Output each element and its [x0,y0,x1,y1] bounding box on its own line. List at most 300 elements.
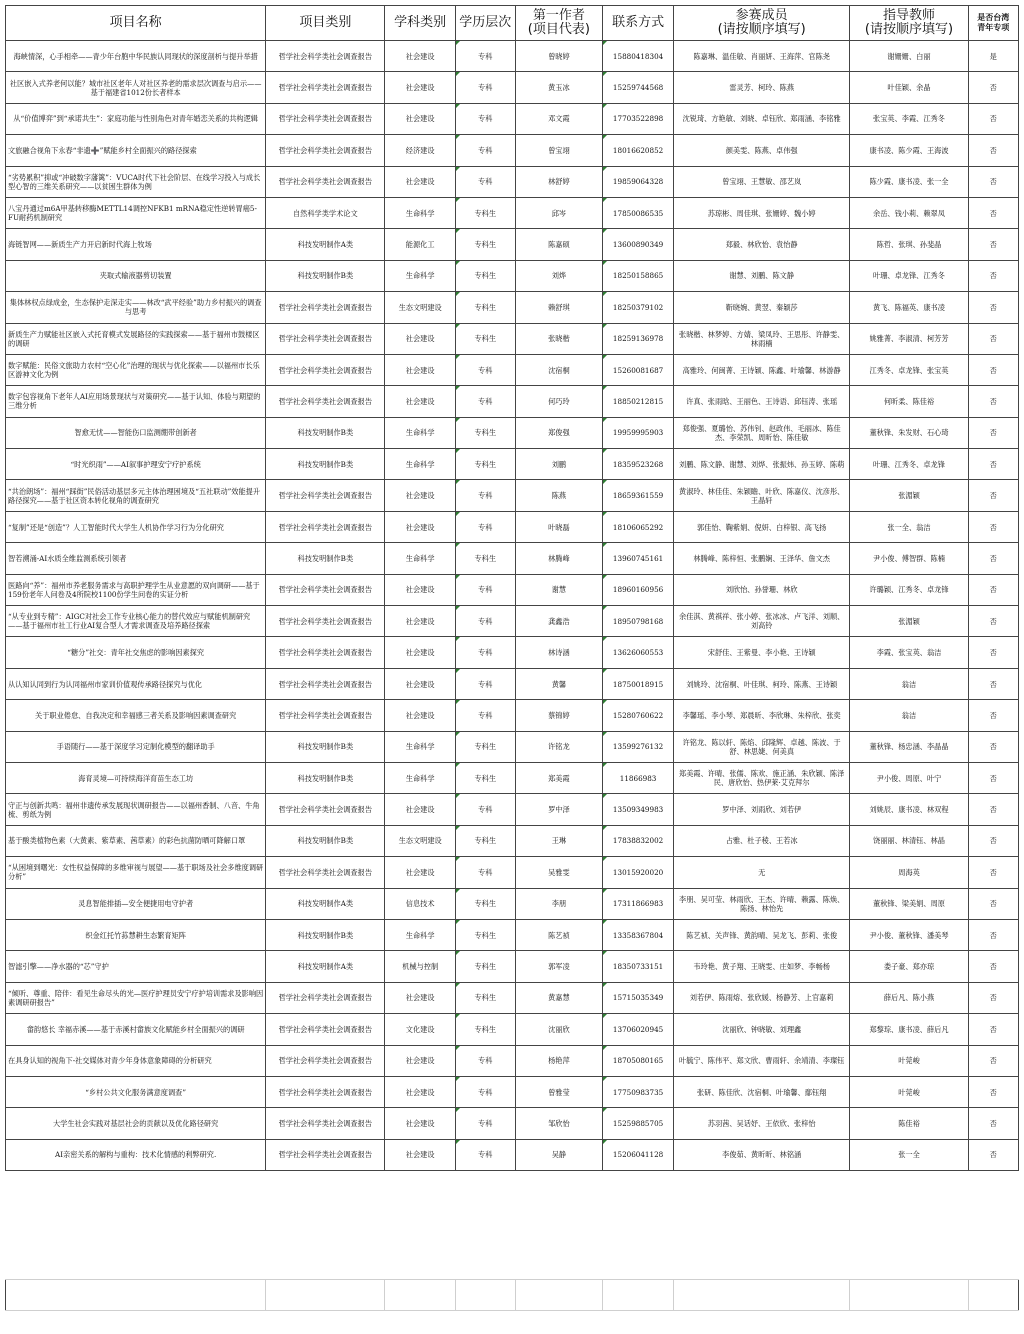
cell-education-level: 专科生 [455,825,515,856]
cell-taiwan-special: 否 [968,919,1019,950]
cell-discipline: 社会建设 [385,574,456,605]
cell-discipline: 生命科学 [385,260,456,291]
cell-taiwan-special: 否 [968,386,1019,417]
cell-discipline: 社会建设 [385,323,456,354]
cell-taiwan-special: 否 [968,511,1019,542]
cell-project-name: 数字包容视角下老年人AI应用场景现状与对策研究——基于认知、体验与期望的三维分析 [6,386,266,417]
table-row [6,1076,1019,1107]
cell-contact: 18960160956 [603,574,674,605]
cell-project-category: 科技发明制作B类 [266,762,385,793]
cell-contact: 13015920020 [603,857,674,888]
table-row [6,229,1019,260]
cell-first-author: 邱岑 [515,197,603,228]
cell-project-name: “复制”还是“创造”？人工智能时代大学生人机协作学习行为分化研究 [6,511,266,542]
cell-members: 颜美雯、陈燕、卓伟强 [673,135,850,166]
cell-contact: 11866983 [603,762,674,793]
cell-project-category: 哲学社会科学类社会调查报告 [266,323,385,354]
table-row [6,731,1019,762]
cell-contact: 18250158865 [603,260,674,291]
cell-contact: 18016620852 [603,135,674,166]
cell-project-name: “糖分”社交：青年社交焦虑的影响因素探究 [6,637,266,668]
cell-taiwan-special: 否 [968,982,1019,1013]
cell-taiwan-special: 否 [968,700,1019,731]
cell-education-level: 专科生 [455,260,515,291]
cell-taiwan-special: 否 [968,292,1019,323]
cell-advisors: 叶珊、卓龙锋、江秀冬 [850,260,968,291]
cell-members: 苏羽茜、吴话妤、王依欣、张梓怡 [673,1108,850,1139]
cell-first-author: 王琳 [515,825,603,856]
empty-cell [968,1171,1019,1280]
cell-taiwan-special: 否 [968,794,1019,825]
cell-members: 郑俊强、夏璐怡、苏伟钊、赵政伟、毛丽冰、陈佳杰、李荣凯、周昕怡、陈佳敏 [673,417,850,448]
table-row [6,480,1019,511]
cell-project-name: 海链智网——新质生产力开启新时代海上牧场 [6,229,266,260]
cell-project-category: 科技发明制作B类 [266,825,385,856]
table-row [6,982,1019,1013]
cell-first-author: 陈艺祯 [515,919,603,950]
cell-taiwan-special: 否 [968,480,1019,511]
cell-taiwan-special: 否 [968,637,1019,668]
cell-members: 宋舒佳、王紫曼、李小艳、王诗颖 [673,637,850,668]
cell-first-author: 刘烨 [515,260,603,291]
cell-contact: 13509349983 [603,794,674,825]
cell-education-level: 专科生 [455,888,515,919]
cell-education-level: 专科 [455,354,515,385]
table-row [6,1014,1019,1045]
cell-discipline: 社会建设 [385,511,456,542]
cell-taiwan-special: 否 [968,417,1019,448]
cell-project-name: 从“价值博弈”到“承诺共生”：家庭功能与性别角色对青年婚恋关系的共构逻辑 [6,103,266,134]
table-row [6,1108,1019,1139]
cell-education-level: 专科 [455,1076,515,1107]
cell-contact: 18259136978 [603,323,674,354]
cell-first-author: 吴雅雯 [515,857,603,888]
cell-contact: 15880418304 [603,41,674,72]
cell-contact: 15280760622 [603,700,674,731]
cell-advisors: 叶莞峻 [850,1045,968,1076]
cell-discipline: 经济建设 [385,135,456,166]
cell-contact: 13600890349 [603,229,674,260]
empty-cell [455,1171,515,1280]
cell-members: 许真、张雨晗、王丽色、王诗语、邱钰涛、张瑶 [673,386,850,417]
cell-advisors: 许璐颖、江秀冬、卓龙锋 [850,574,968,605]
cell-education-level: 专科 [455,72,515,103]
cell-project-name: 畲韵悠长 幸福赤溪——基于赤溪村畲族文化赋能乡村全面振兴的调研 [6,1014,266,1045]
header-discipline: 学科类别 [385,6,456,41]
cell-project-name: 关于职业倦怠、自我决定和幸福感三者关系及影响因素调查研究 [6,700,266,731]
cell-contact: 19959995903 [603,417,674,448]
cell-education-level: 专科 [455,1108,515,1139]
cell-discipline: 文化建设 [385,1014,456,1045]
empty-row [6,1280,1019,1311]
cell-first-author: 李朋 [515,888,603,919]
cell-members: 韦玲艳、黄子翔、王晓雯、庄如梦、李畅杨 [673,951,850,982]
cell-members: 曾宝翊、王慧敏、邵艺岚 [673,166,850,197]
table-row [6,794,1019,825]
cell-advisors: 江秀冬、卓龙锋、张宝英 [850,354,968,385]
cell-project-name: 海峡情深，心手相牵——青少年台胞中华民族认同现状的深度剖析与提升举措 [6,41,266,72]
table-row [6,543,1019,574]
table-body [6,41,1019,1311]
cell-first-author: 赖舒琪 [515,292,603,323]
cell-first-author: 曾宝翊 [515,135,603,166]
cell-project-name: 文旅融合视角下永春“非遗➕”赋能乡村全面振兴的路径探索 [6,135,266,166]
cell-advisors: 陈佳裕 [850,1108,968,1139]
cell-taiwan-special: 否 [968,731,1019,762]
cell-taiwan-special: 否 [968,197,1019,228]
cell-discipline: 生态文明建设 [385,825,456,856]
cell-education-level: 专科生 [455,982,515,1013]
cell-advisors: 叶莞峻 [850,1076,968,1107]
cell-first-author: 陈嘉硕 [515,229,603,260]
cell-project-category: 哲学社会科学类社会调查报告 [266,1108,385,1139]
cell-discipline: 社会建设 [385,41,456,72]
cell-discipline: 社会建设 [385,700,456,731]
table-row [6,72,1019,103]
empty-cell [603,1171,674,1280]
cell-project-name: 集体林权点绿成金，生态保护走深走实——林改“武平经验”助力乡村振兴的调查与思考 [6,292,266,323]
cell-members: 谢慧、刘鹏、陈文静 [673,260,850,291]
cell-contact: 18359523268 [603,449,674,480]
cell-contact: 17838832002 [603,825,674,856]
header-project-category: 项目类别 [266,6,385,41]
cell-advisors: 何昕柔、陈佳裕 [850,386,968,417]
cell-education-level: 专科 [455,637,515,668]
cell-first-author: 林腾峰 [515,543,603,574]
cell-taiwan-special: 否 [968,606,1019,637]
cell-discipline: 生命科学 [385,919,456,950]
cell-first-author: 郑美霞 [515,762,603,793]
table-row [6,951,1019,982]
cell-taiwan-special: 否 [968,1045,1019,1076]
cell-contact: 18659361559 [603,480,674,511]
cell-project-name: 社区嵌入式养老何以能？城市社区老年人对社区养老的需求层次调查与启示——基于福建省1012份长者样本 [6,72,266,103]
table-row [6,1139,1019,1170]
table-row [6,386,1019,417]
cell-education-level: 专科生 [455,951,515,982]
cell-project-category: 科技发明制作A类 [266,951,385,982]
cell-first-author: 曾雅莹 [515,1076,603,1107]
cell-taiwan-special: 否 [968,260,1019,291]
header-education-level: 学历层次 [455,6,515,41]
cell-discipline: 生态文明建设 [385,292,456,323]
cell-first-author: 杨艳萍 [515,1045,603,1076]
empty-cell [515,1280,603,1311]
empty-cell [673,1171,850,1280]
cell-education-level: 专科 [455,135,515,166]
cell-advisors: 谢姗姗、白丽 [850,41,968,72]
cell-advisors: 余岳、钱小莉、赖翠凤 [850,197,968,228]
cell-project-category: 哲学社会科学类社会调查报告 [266,480,385,511]
cell-project-name: 新质生产力赋能社区嵌入式托育模式发展路径的实践探索——基于福州市鼓楼区的调研 [6,323,266,354]
cell-contact: 13960745161 [603,543,674,574]
cell-project-name: “共治朗场”：福州“踩街”民俗活动基层多元主体治理困境及“五社联动”效能提升路径探究——基于社区资本转化视角的调查研究 [6,480,266,511]
cell-contact: 19859064328 [603,166,674,197]
cell-members: 叶毓宁、陈伟平、郑文欣、曹雨轩、余靖清、李璨钰 [673,1045,850,1076]
cell-first-author: 张晓楷 [515,323,603,354]
cell-discipline: 生命科学 [385,543,456,574]
cell-contact: 18750018915 [603,668,674,699]
table-row [6,166,1019,197]
cell-discipline: 社会建设 [385,668,456,699]
cell-project-category: 哲学社会科学类社会调查报告 [266,857,385,888]
empty-cell [603,1280,674,1311]
cell-members: 罗中泽、刘雨欣、刘若伊 [673,794,850,825]
cell-project-category: 哲学社会科学类社会调查报告 [266,1045,385,1076]
cell-taiwan-special: 否 [968,1076,1019,1107]
cell-education-level: 专科 [455,166,515,197]
table-row [6,762,1019,793]
table-row [6,888,1019,919]
cell-project-name: “倾听、尊重、陪伴：看见生命尽头的光—医疗护理员安宁疗护培训需求及影响因素调研研报告” [6,982,266,1013]
cell-education-level: 专科 [455,41,515,72]
cell-discipline: 社会建设 [385,166,456,197]
cell-education-level: 专科 [455,574,515,605]
empty-cell [266,1171,385,1280]
cell-taiwan-special: 否 [968,574,1019,605]
cell-taiwan-special: 否 [968,103,1019,134]
cell-contact: 15715035349 [603,982,674,1013]
cell-project-category: 哲学社会科学类社会调查报告 [266,292,385,323]
cell-members: 林腾峰、陈梓恒、张鹏娴、王泽华、詹文杰 [673,543,850,574]
cell-members: 李俊茹、黄昕昕、林铭涵 [673,1139,850,1170]
empty-cell [266,1280,385,1311]
cell-project-name: 灵息智能排插—安全便捷用电守护者 [6,888,266,919]
cell-members: 刘若伊、陈雨熔、张欣媛、杨静芳、上官嘉莉 [673,982,850,1013]
cell-advisors: 叶珊、江秀冬、卓龙锋 [850,449,968,480]
cell-discipline: 机械与控制 [385,951,456,982]
cell-advisors: 刘姚辰、康书凌、林双程 [850,794,968,825]
cell-taiwan-special: 否 [968,354,1019,385]
cell-taiwan-special: 否 [968,857,1019,888]
cell-members: 无 [673,857,850,888]
table-row [6,323,1019,354]
header-taiwan-special: 是否台湾 青年专项 [968,6,1019,41]
cell-advisors: 李霞、张宝英、翁洁 [850,637,968,668]
cell-contact: 18950798168 [603,606,674,637]
cell-taiwan-special: 否 [968,951,1019,982]
cell-advisors: 尹小俊、周原、叶宁 [850,762,968,793]
cell-education-level: 专科 [455,857,515,888]
cell-members: 张晓楷、林梦婷、方婧、梁凤玲、王思彤、许静雯、林雨楠 [673,323,850,354]
cell-members: 陈嘉琳、温佳敏、肖丽妍、王海萍、官陈尧 [673,41,850,72]
cell-project-category: 哲学社会科学类社会调查报告 [266,72,385,103]
cell-project-category: 哲学社会科学类社会调查报告 [266,386,385,417]
cell-discipline: 能源化工 [385,229,456,260]
cell-contact: 15206041128 [603,1139,674,1170]
cell-taiwan-special: 是 [968,41,1019,72]
cell-discipline: 社会建设 [385,1139,456,1170]
cell-project-name: 守正与创新共鸣：福州非遗传承发展现状调研报告——以福州香制、八音、牛角梳、剪纸为例 [6,794,266,825]
cell-taiwan-special: 否 [968,543,1019,574]
cell-education-level: 专科生 [455,731,515,762]
cell-advisors: 董秋锋、朱发财、石心琦 [850,417,968,448]
cell-members: 许铭龙、陈以轩、陈焰、邱隆辉、卓越、陈波、于舒、林思婕、何美真 [673,731,850,762]
cell-members: 郑毅、林欣怡、袁怡静 [673,229,850,260]
cell-first-author: 郭军凌 [515,951,603,982]
cell-project-name: 智若溯涌-AI水质全维监测系统引领者 [6,543,266,574]
table-row [6,919,1019,950]
cell-project-name: AI亲密关系的解构与重构：技术化情感的利弊研究. [6,1139,266,1170]
cell-taiwan-special: 否 [968,1014,1019,1045]
cell-project-category: 科技发明制作B类 [266,919,385,950]
cell-education-level: 专科生 [455,292,515,323]
cell-discipline: 生命科学 [385,731,456,762]
cell-project-category: 哲学社会科学类社会调查报告 [266,982,385,1013]
table-row [6,41,1019,72]
cell-education-level: 专科 [455,386,515,417]
cell-taiwan-special: 否 [968,135,1019,166]
cell-taiwan-special: 否 [968,1139,1019,1170]
cell-education-level: 专科 [455,606,515,637]
cell-contact: 17750983735 [603,1076,674,1107]
cell-first-author: 沈丽欣 [515,1014,603,1045]
cell-contact: 18705080165 [603,1045,674,1076]
cell-contact: 18250379102 [603,292,674,323]
empty-cell [850,1280,968,1311]
table-row [6,574,1019,605]
cell-members: 郭佳怡、鞠紫娟、倪妍、白梓银、高飞扬 [673,511,850,542]
cell-project-category: 哲学社会科学类社会调查报告 [266,1139,385,1170]
empty-cell [6,1280,266,1311]
cell-project-category: 科技发明制作A类 [266,888,385,919]
cell-advisors: 陈少霞、康书凌、张一全 [850,166,968,197]
cell-members: 李朋、吴可莹、林雨欣、王杰、许晴、赖露、陈焕、陈扬、林怡先 [673,888,850,919]
cell-members: 刘姚玲、沈宿桐、叶佳琪、柯玲、陈燕、王诗颖 [673,668,850,699]
cell-first-author: 林诗涵 [515,637,603,668]
table-row [6,103,1019,134]
cell-project-name: 夹取式输液器剪切装置 [6,260,266,291]
cell-taiwan-special: 否 [968,72,1019,103]
cell-education-level: 专科 [455,794,515,825]
cell-project-category: 科技发明制作A类 [266,229,385,260]
cell-project-name: 在具身认知的视角下-社交媒体对青少年身体意象障碍的分析研究 [6,1045,266,1076]
cell-contact: 15260081687 [603,354,674,385]
cell-discipline: 社会建设 [385,982,456,1013]
cell-project-name: 智愈无忧——智能伤口监测绷带创新者 [6,417,266,448]
cell-contact: 13358367804 [603,919,674,950]
cell-members: 黄淑玲、林佳佳、朱颖瞻、叶欣、陈嘉仪、沈彦彤、王晶轩 [673,480,850,511]
cell-members: 沈丽欣、钟晓敏、刘理鑫 [673,1014,850,1045]
cell-discipline: 信息技术 [385,888,456,919]
cell-first-author: 邹欣怡 [515,1108,603,1139]
cell-advisors: 翁洁 [850,668,968,699]
cell-first-author: 许铭龙 [515,731,603,762]
cell-project-category: 哲学社会科学类社会调查报告 [266,103,385,134]
cell-first-author: 刘鹏 [515,449,603,480]
cell-members: 张研、陈佳欣、沈宿桐、叶瑜馨、鄢钰翔 [673,1076,850,1107]
cell-first-author: 罗中泽 [515,794,603,825]
cell-education-level: 专科生 [455,919,515,950]
cell-project-category: 科技发明制作B类 [266,260,385,291]
cell-members: 高雅玲、何闽菁、王诗颖、陈鑫、叶瑜馨、林游静 [673,354,850,385]
empty-cell [385,1171,456,1280]
cell-contact: 18350733151 [603,951,674,982]
cell-project-name: 八宝丹通过m6A甲基转移酶METTL14调控NFKB1 mRNA稳定性逆转胃癌5-FU耐药机制研究 [6,197,266,228]
cell-taiwan-special: 否 [968,888,1019,919]
cell-education-level: 专科 [455,668,515,699]
cell-education-level: 专科 [455,103,515,134]
cell-discipline: 社会建设 [385,857,456,888]
cell-members: 占雅、杜子稜、王若冰 [673,825,850,856]
cell-first-author: 何巧玲 [515,386,603,417]
cell-first-author: 叶晓磊 [515,511,603,542]
cell-taiwan-special: 否 [968,1108,1019,1139]
table-row [6,1045,1019,1076]
cell-project-category: 哲学社会科学类社会调查报告 [266,606,385,637]
cell-taiwan-special: 否 [968,166,1019,197]
cell-first-author: 陈燕 [515,480,603,511]
cell-advisors: 张一全 [850,1139,968,1170]
cell-education-level: 专科 [455,480,515,511]
cell-contact: 17703522898 [603,103,674,134]
cell-project-name: “乡村公共文化服务满意度调查” [6,1076,266,1107]
table-row [6,135,1019,166]
cell-contact: 13599276132 [603,731,674,762]
cell-discipline: 生命科学 [385,417,456,448]
cell-project-name: “从困境到曙光：女性权益保障的多维审视与展望——基于职场及社会多维度调研分析” [6,857,266,888]
cell-discipline: 社会建设 [385,1045,456,1076]
cell-discipline: 生命科学 [385,197,456,228]
cell-advisors: 张湄颖 [850,480,968,511]
cell-project-name: 智滤引擎——净水器的“芯”守护 [6,951,266,982]
cell-first-author: 蔡锦婷 [515,700,603,731]
cell-first-author: 林舒婷 [515,166,603,197]
cell-contact: 13706020945 [603,1014,674,1045]
cell-discipline: 生命科学 [385,762,456,793]
cell-first-author: 黄玉冰 [515,72,603,103]
cell-project-name: “时光织雨”——AI叙事护理安宁疗护系统 [6,449,266,480]
cell-advisors: 周海英 [850,857,968,888]
cell-discipline: 社会建设 [385,637,456,668]
cell-discipline: 社会建设 [385,480,456,511]
cell-project-name: 大学生社会实践对基层社会的贡献以及优化路径研究 [6,1108,266,1139]
cell-contact: 18106065292 [603,511,674,542]
cell-advisors: 郑黎琮、康书凌、薛后凡 [850,1014,968,1045]
header-members: 参赛成员 (请按顺序填写) [673,6,850,41]
cell-taiwan-special: 否 [968,323,1019,354]
empty-row [6,1171,1019,1280]
cell-project-category: 科技发明制作B类 [266,449,385,480]
cell-education-level: 专科生 [455,417,515,448]
cell-discipline: 社会建设 [385,72,456,103]
cell-members: 靳晓婉、黄翌、秦颖莎 [673,292,850,323]
table-row [6,668,1019,699]
empty-cell [6,1171,266,1280]
cell-project-name: 从认知认同到行为认同福州市家训价值观传承路径探究与优化 [6,668,266,699]
cell-members: 李馨瑶、李小琴、郑晨昕、李欣琳、朱梓欣、张奕 [673,700,850,731]
cell-advisors: 张一全、翁洁 [850,511,968,542]
cell-taiwan-special: 否 [968,668,1019,699]
cell-taiwan-special: 否 [968,825,1019,856]
cell-first-author: 沈宿桐 [515,354,603,385]
project-table [5,5,1019,1311]
cell-education-level: 专科 [455,700,515,731]
cell-taiwan-special: 否 [968,762,1019,793]
cell-advisors: 黄飞、陈福英、康书凌 [850,292,968,323]
cell-members: 陈艺祯、关声锋、黄韵晴、吴龙飞、彭莉、张俊 [673,919,850,950]
cell-advisors: 董秋锋、杨忠涵、李晶晶 [850,731,968,762]
empty-cell [515,1171,603,1280]
table-row [6,197,1019,228]
table-row [6,354,1019,385]
cell-project-category: 哲学社会科学类社会调查报告 [266,511,385,542]
cell-advisors: 张宝英、李霞、江秀冬 [850,103,968,134]
cell-discipline: 社会建设 [385,1076,456,1107]
cell-contact: 17311866983 [603,888,674,919]
cell-first-author: 吴静 [515,1139,603,1170]
cell-first-author: 黄馨 [515,668,603,699]
